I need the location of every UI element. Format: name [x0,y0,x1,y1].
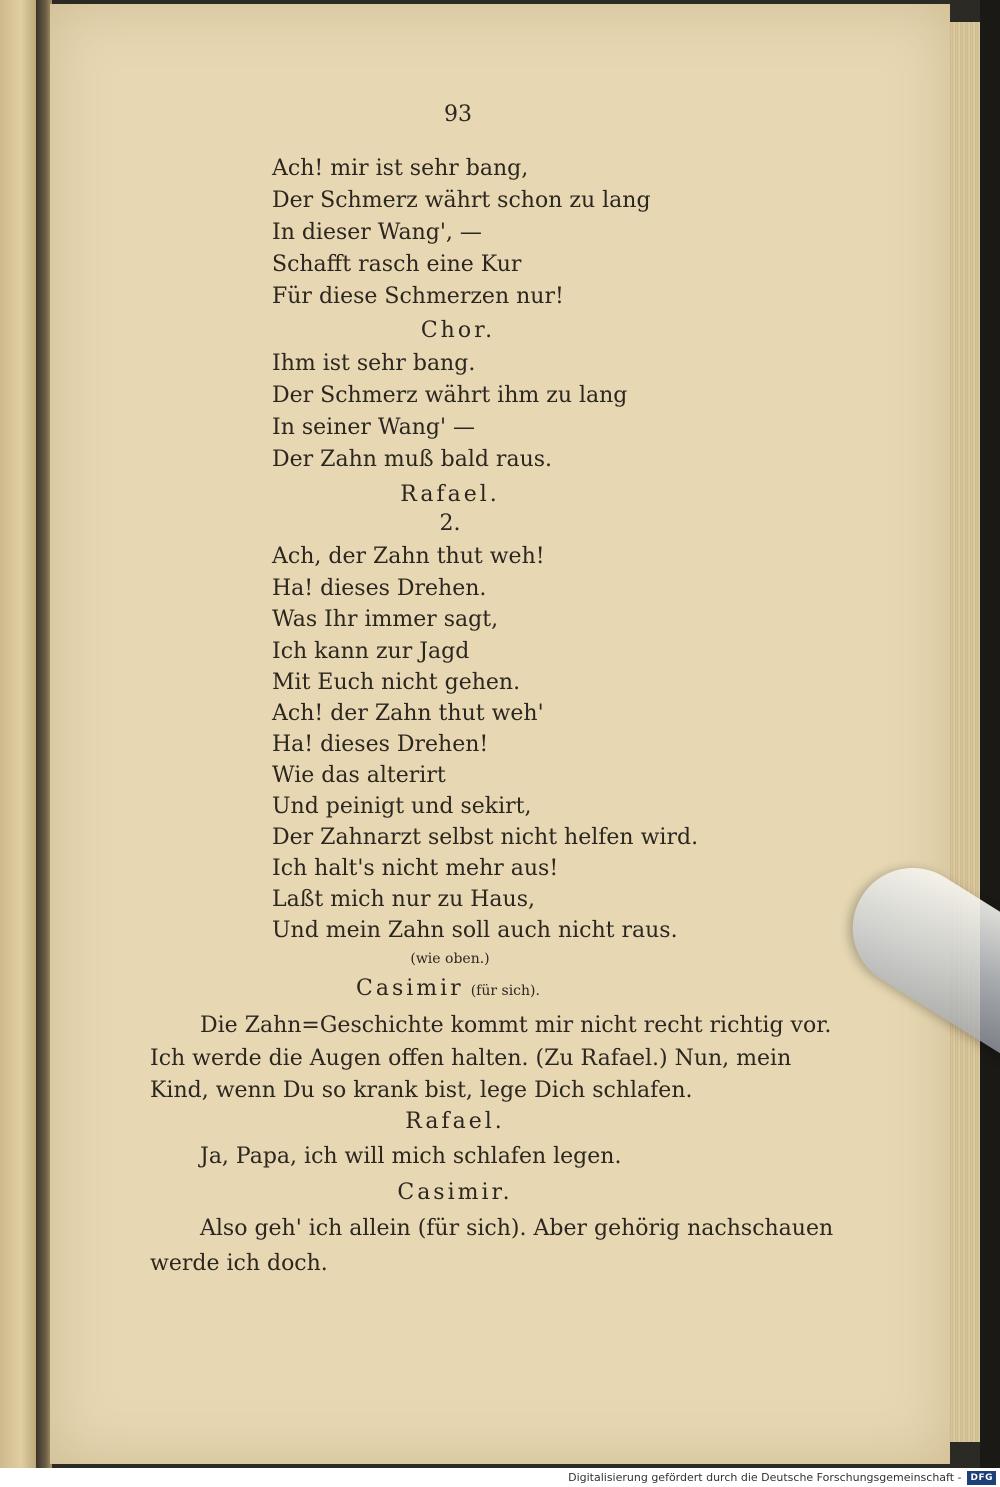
digitization-footer [0,1468,1000,1487]
verse-line: Ach, der Zahn thut weh! [272,544,545,569]
speaker-heading: Chor. [420,318,496,343]
verse-line: Ha! dieses Drehen! [272,732,489,757]
prose-line: Ja, Papa, ich will mich schlafen legen. [200,1144,622,1169]
verse-line: Und peinigt und sekirt, [272,794,532,819]
verse-line: Ich kann zur Jagd [272,639,470,664]
verse-line: Ha! dieses Drehen. [272,576,487,601]
verse-line: Ach! der Zahn thut weh' [272,701,544,726]
page-number: 93 [444,102,472,127]
verse-line: Mit Euch nicht gehen. [272,670,521,695]
verse-line: Laßt mich nur zu Haus, [272,887,535,912]
right-shadow [980,0,1000,1468]
book-page [50,4,950,1464]
verse-line: Wie das alterirt [272,763,446,788]
prose-line: Kind, wenn Du so krank bist, lege Dich schlafen. [150,1078,693,1103]
verse-line: Der Schmerz währt ihm zu lang [272,383,628,408]
funding-note: Digitalisierung gefördert durch die Deutsche Forschungsgemeinschaft - [568,1471,962,1484]
verse-line: Der Zahn muß bald raus. [272,447,553,472]
dfg-logo: DFG [967,1471,996,1485]
stage-direction: (wie oben.) [410,951,490,967]
verse-line: Der Zahnarzt selbst nicht helfen wird. [272,825,699,850]
prose-line: Also geh' ich allein (für sich). Aber gehörig nachschauen [200,1216,834,1241]
verse-line: In seiner Wang' — [272,415,476,440]
verse-line: Ich halt's nicht mehr aus! [272,856,559,881]
verse-line: Was Ihr immer sagt, [272,607,499,632]
verse-line: Der Schmerz währt schon zu lang [272,188,651,213]
aside-direction: (für sich). [470,983,540,999]
prose-line: Die Zahn=Geschichte kommt mir nicht recht richtig vor. [200,1013,832,1038]
prose-line: werde ich doch. [150,1251,328,1276]
verse-line: Und mein Zahn soll auch nicht raus. [272,918,678,943]
speaker-heading: Rafael. [400,482,500,507]
speaker-name: Casimir [356,976,464,1001]
verse-line: Ihm ist sehr bang. [272,351,476,376]
verse-line: Ach! mir ist sehr bang, [272,156,529,181]
left-page-edge [0,0,38,1468]
verse-line: Für diese Schmerzen nur! [272,284,564,309]
speaker-heading: Rafael. [405,1109,505,1134]
prose-line: Ich werde die Augen offen halten. (Zu Rafael.) Nun, mein [150,1046,792,1071]
speaker-heading: Casimir. [397,1180,513,1205]
verse-line: In dieser Wang', — [272,220,482,245]
verse-line: Schafft rasch eine Kur [272,252,522,277]
speaker-heading [356,974,540,1006]
verse-number: 2. [439,511,461,536]
